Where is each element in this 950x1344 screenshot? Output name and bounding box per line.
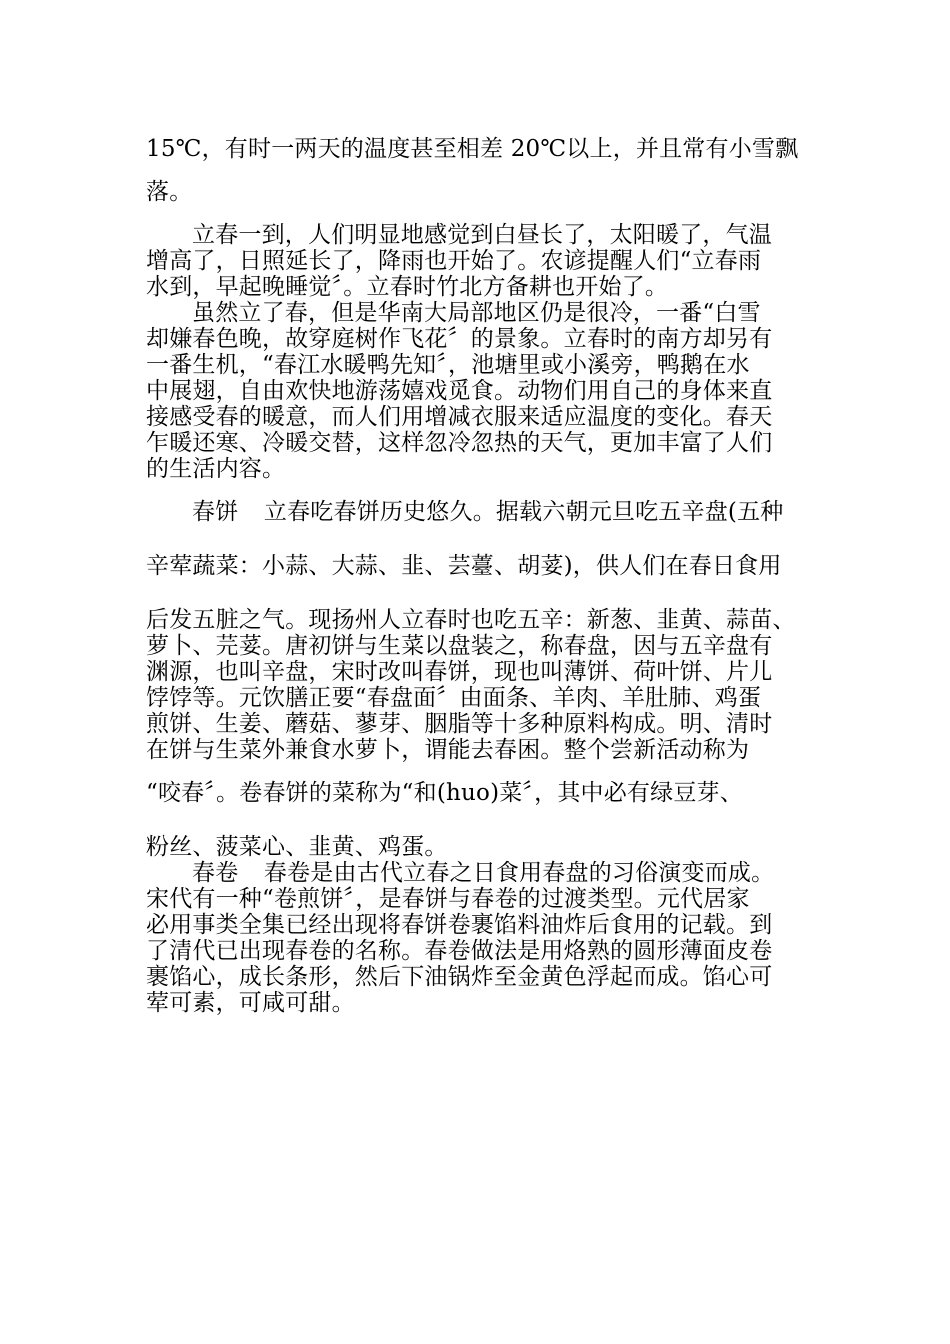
text-line: 立春一到，人们明显地感觉到白昼长了，太阳暖了，气温 <box>192 222 772 248</box>
text-line: 裹馅心，成长条形，然后下油锅炸至金黄色浮起而成。馅心可 <box>146 964 773 990</box>
text-line: 了清代已出现春卷的名称。春卷做法是用烙熟的圆形薄面皮卷 <box>146 938 773 964</box>
text-line: 荤可素，可咸可甜。 <box>146 990 355 1016</box>
text-line: 落。 <box>146 179 193 205</box>
text-line: 乍暖还寒、冷暖交替，这样忽冷忽热的天气，更加丰富了人们 <box>146 430 773 456</box>
text-line: 春饼 立春吃春饼历史悠久。据载六朝元旦吃五辛盘(五种 <box>192 499 784 525</box>
text-line: 粉丝、菠菜心、韭黄、鸡蛋。 <box>146 834 448 860</box>
text-line: 辛荤蔬菜：小蒜、大蒜、韭、芸薹、胡荽)，供人们在春日食用 <box>146 553 782 579</box>
text-line: 饽饽等。元饮膳正要“春盘面〞由面条、羊肉、羊肚肺、鸡蛋 <box>146 685 762 711</box>
text-line: 萝卜、芫荽。唐初饼与生菜以盘装之，称春盘，因与五辛盘有 <box>146 633 773 659</box>
text-line: 虽然立了春，但是华南大局部地区仍是很冷，一番“白雪 <box>192 300 761 326</box>
text-line: 渊源，也叫辛盘，宋时改叫春饼，现也叫薄饼、荷叶饼、片儿 <box>146 659 773 685</box>
text-line: 15℃，有时一两天的温度甚至相差 20℃以上，并且常有小雪飘 <box>146 136 799 162</box>
text-line: 的生活内容。 <box>146 456 286 482</box>
text-line: “咬春〞。卷春饼的菜称为“和(huo)菜〞，其中必有绿豆芽、 <box>146 780 743 806</box>
text-line: 接感受春的暖意，而人们用增减衣服来适应温度的变化。春天 <box>146 404 773 430</box>
text-line: 在饼与生菜外兼食水萝卜，谓能去春困。整个尝新活动称为 <box>146 737 750 763</box>
text-line: 宋代有一种“卷煎饼〞，是春饼与春卷的过渡类型。元代居家 <box>146 886 750 912</box>
text-line: 后发五脏之气。现扬州人立春时也吃五辛：新葱、韭黄、蒜苗、 <box>146 607 796 633</box>
text-line: 却嫌春色晚，故穿庭树作飞花〞的景象。立春时的南方却另有 <box>146 326 773 352</box>
text-line: 增高了，日照延长了，降雨也开始了。农谚提醒人们“立春雨 <box>146 248 762 274</box>
text-line: 必用事类全集已经出现将春饼卷裹馅料油炸后食用的记载。到 <box>146 912 773 938</box>
text-line: 一番生机，“春江水暖鸭先知〞，池塘里或小溪旁，鸭鹅在水 <box>146 352 750 378</box>
text-line: 水到，早起晚睡觉〞。立春时竹北方备耕也开始了。 <box>146 274 669 300</box>
document-page <box>146 130 814 1016</box>
text-line: 春卷 春卷是由古代立春之日食用春盘的习俗演变而成。 <box>192 860 775 886</box>
text-line: 中展翅，自由欢快地游荡嬉戏觅食。动物们用自己的身体来直 <box>146 378 773 404</box>
text-line: 煎饼、生姜、蘑菇、蓼芽、胭脂等十多种原料构成。明、清时 <box>146 711 773 737</box>
